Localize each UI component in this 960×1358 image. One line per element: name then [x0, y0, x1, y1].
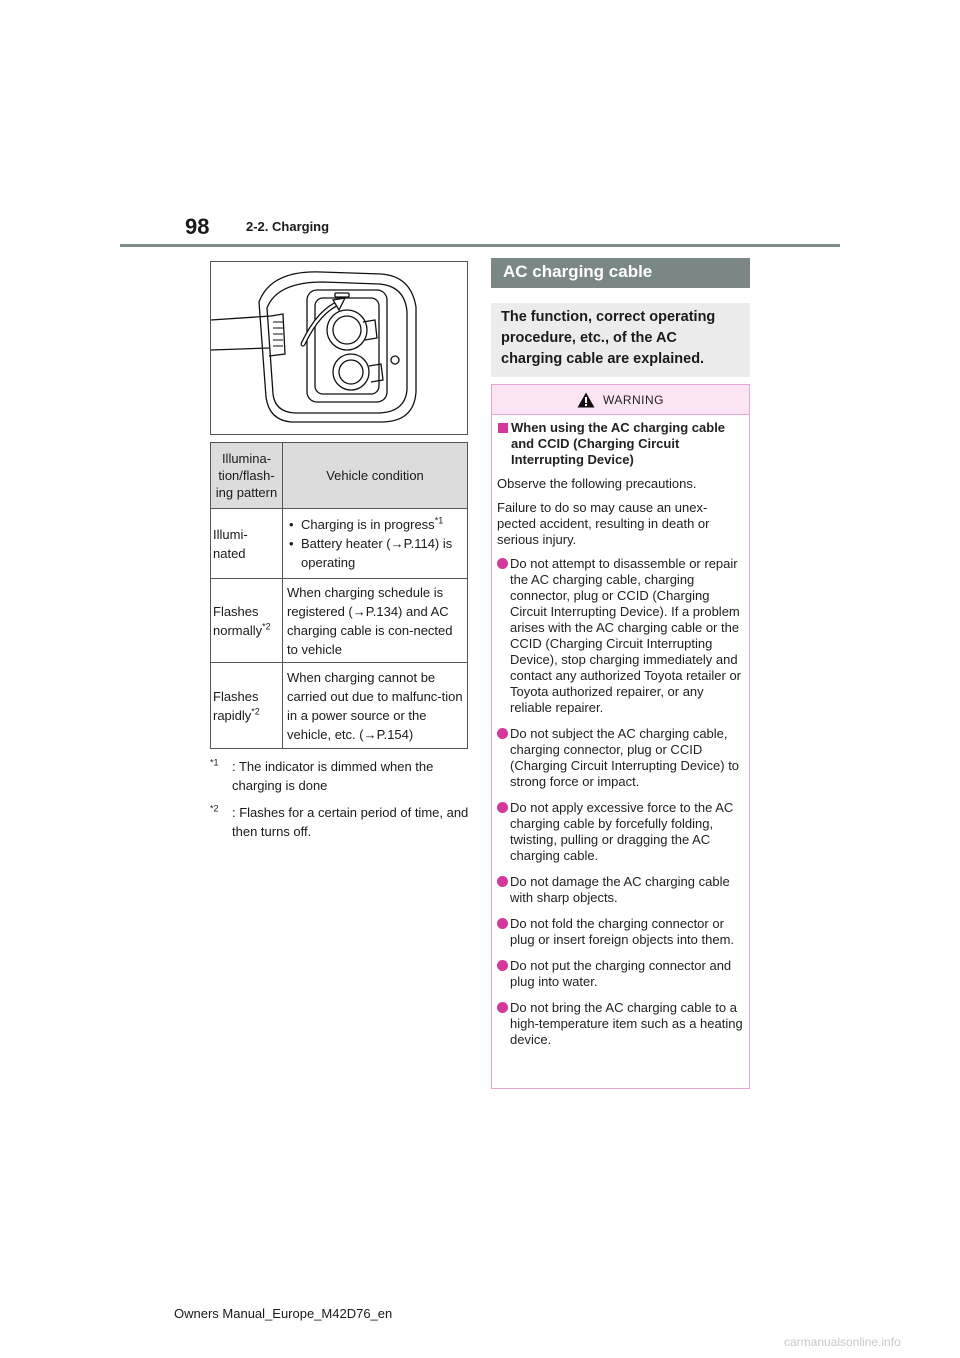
pattern-illuminated-line1: Illumi- — [213, 526, 248, 542]
footnote: $^{*2}$ : Flashes for a certain period of time, and then turns off. — [210, 803, 469, 839]
list-item: Do not apply excessive force to the AC charging cable by forcefully folding, twisting, pulling or dragging the AC charging cable. — [497, 800, 743, 864]
table-header-condition: Vehicle condition — [283, 443, 468, 509]
warning-header — [492, 385, 749, 415]
bullet-dot-icon — [497, 1002, 508, 1013]
list-item: • Battery heater (→P.114) is operating — [287, 534, 463, 572]
footnote-ref: *2 — [262, 621, 271, 632]
table-cell-condition: When charging cannot be carried out due to malfunc-tion in a power source or the vehicle, etc. (→P.154) — [283, 663, 468, 749]
page-number: 98 — [185, 214, 210, 239]
table-cell-condition: When charging schedule is registered (→P.134) and AC charging cable is con-nected to vehicle — [283, 579, 468, 663]
pattern-illuminated-line2: nated — [213, 545, 246, 561]
list-item: Do not attempt to disassemble or repair the AC charging cable, charging connector, plug or CCID (Charging Circuit Interrupting Device). If a problem arises with the AC charging cable or the CCID (Charging Circuit Interrupting Device), stop charging immediately and contact any authorized Toyota retailer or Toyota authorized repairer, or any reliable repairer. — [497, 556, 743, 716]
footer-manual-id: Owners Manual_Europe_M42D76_en — [174, 1306, 393, 1321]
charging-inlet-illustration-icon — [211, 262, 468, 435]
warning-box — [491, 384, 750, 1089]
bullet-dot-icon — [497, 918, 508, 929]
charging-inlet-figure — [210, 261, 468, 435]
table-header-row — [211, 443, 468, 509]
warning-body — [492, 415, 749, 1048]
warning-label: WARNING — [602, 392, 665, 407]
warning-triangle-icon — [577, 392, 595, 408]
bullet-dot-icon — [497, 558, 508, 569]
section-banner: AC charging cable — [491, 258, 750, 288]
warning-paragraph: Failure to do so may cause an unex-pected accident, resulting in death or serious injury. — [497, 500, 710, 547]
list-item: Do not subject the AC charging cable, charging connector, plug or CCID (Charging Circuit Interrupting Device) to strong force or impact. — [497, 726, 743, 790]
list-item: • Charging is in progress$^{*1}$ — [287, 515, 463, 534]
list-item: Do not fold the charging connector or plug or insert foreign objects into them. — [497, 916, 743, 948]
watermark: carmanualsonline.info — [784, 1335, 901, 1349]
list-item: Do not bring the AC charging cable to a high-temperature item such as a heating device. — [497, 1000, 743, 1048]
indicator-condition-table — [210, 442, 468, 749]
square-bullet-icon — [498, 423, 508, 433]
table-row — [211, 509, 468, 579]
bullet-dot-icon — [497, 960, 508, 971]
footnote-ref: *2 — [251, 706, 260, 717]
section-intro: The function, correct operating procedure, etc., of the AC charging cable are explained. — [491, 303, 750, 377]
warning-paragraph: Observe the following precautions. — [497, 476, 697, 491]
bullet-dot-icon — [497, 876, 508, 887]
bullet-dot-icon — [497, 728, 508, 739]
list-item: Do not put the charging connector and plug into water. — [497, 958, 743, 990]
table-row — [211, 579, 468, 663]
table-header-pattern: Illumina- tion/flash- ing pattern — [211, 443, 283, 509]
footnotes — [210, 757, 470, 849]
table-cell-pattern: Flashes normally$^{*2}$ — [211, 579, 283, 663]
condition-list — [287, 515, 463, 572]
table-row — [211, 663, 468, 749]
footnote: $^{*1}$ : The indicator is dimmed when the charging is done — [210, 757, 434, 793]
list-item: Do not damage the AC charging cable with sharp objects. — [497, 874, 743, 906]
warning-heading: When using the AC charging cable and CCID (Charging Circuit Interrupting Device) — [497, 420, 743, 468]
table-cell-condition — [283, 509, 468, 579]
table-cell-pattern: Flashes rapidly$^{*2}$ — [211, 663, 283, 749]
header-divider — [120, 244, 840, 247]
table-cell-pattern — [211, 509, 283, 579]
bullet-dot-icon — [497, 802, 508, 813]
section-title: 2-2. Charging — [246, 219, 330, 234]
